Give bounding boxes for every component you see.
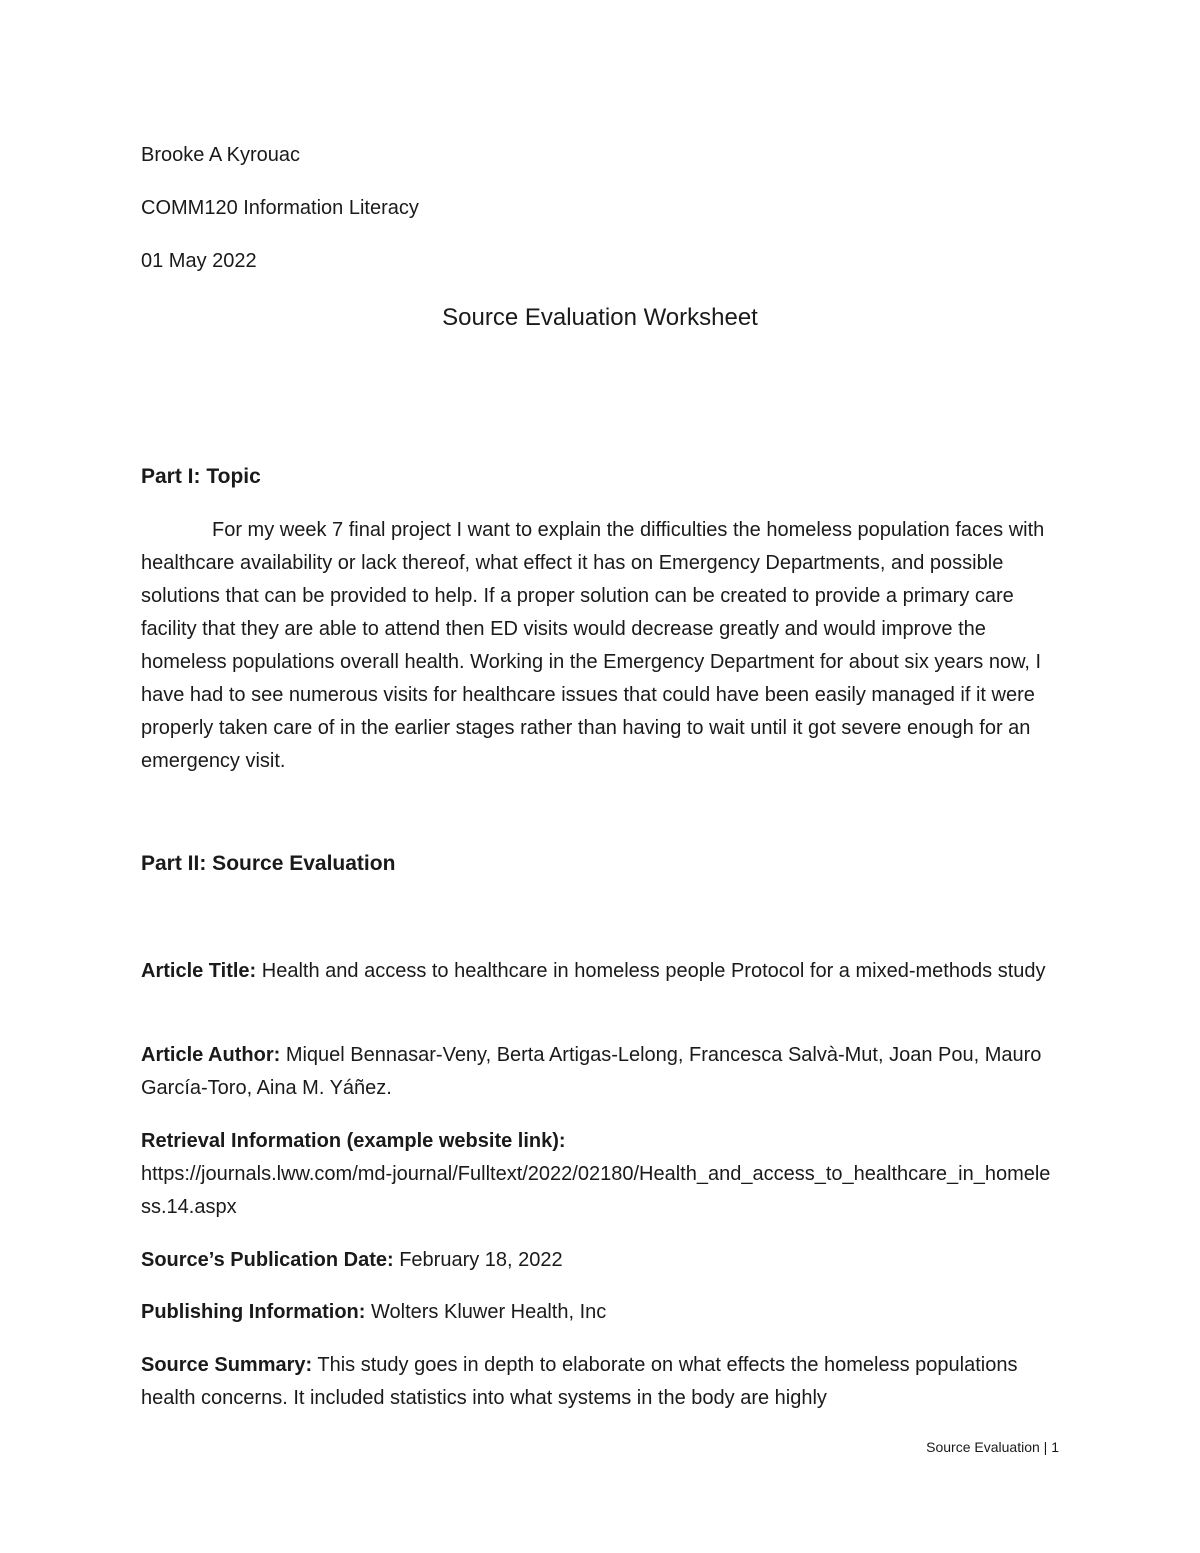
part1-paragraph (141, 514, 1061, 778)
publication-date-field (141, 1244, 1066, 1277)
publication-date-value: February 18, 2022 (399, 1249, 563, 1271)
footer-separator: | (1043, 1439, 1048, 1455)
part2-heading: Part II: Source Evaluation (141, 852, 396, 875)
article-title-value: Health and access to healthcare in homeless people Protocol for a mixed-methods study (261, 960, 1046, 982)
publishing-info-field (141, 1296, 1066, 1329)
source-summary-field (141, 1349, 1066, 1415)
page-footer (926, 1437, 1059, 1457)
source-summary-label: Source Summary: (141, 1354, 313, 1376)
part1-heading: Part I: Topic (141, 465, 261, 488)
retrieval-url: https://journals.lww.com/md-journal/Fulltext/2022/02180/Health_and_access_to_healthcare_in_homeless.14.aspx (141, 1163, 1051, 1218)
document-date: 01 May 2022 (141, 250, 257, 272)
publishing-info-value: Wolters Kluwer Health, Inc (371, 1301, 607, 1323)
article-author-label: Article Author: (141, 1044, 281, 1066)
footer-label: Source Evaluation (926, 1439, 1040, 1455)
retrieval-field (141, 1125, 1066, 1224)
part1-body: For my week 7 final project I want to explain the difficulties the homeless population faces with healthcare availability or lack thereof, what effect it has on Emergency Departments, and possible solutions that can be provided to help. If a proper solution can be created to provide a primary care facility that they are able to attend then ED visits would decrease greatly and would improve the homeless populations overall health. Working in the Emergency Department for about six years now, I have had to see numerous visits for healthcare issues that could have been easily managed if it were properly taken care of in the earlier stages rather than having to wait until it got severe enough for an emergency visit. (141, 519, 1045, 772)
retrieval-label: Retrieval Information (example website link): (141, 1130, 566, 1152)
article-author-field (141, 1039, 1066, 1105)
article-title-field (141, 955, 1066, 988)
article-title-label: Article Title: (141, 960, 257, 982)
publication-date-label: Source’s Publication Date: (141, 1249, 394, 1271)
course-name: COMM120 Information Literacy (141, 197, 419, 219)
document-title: Source Evaluation Worksheet (442, 304, 758, 331)
author-name: Brooke A Kyrouac (141, 144, 300, 166)
article-author-value: Miquel Bennasar-Veny, Berta Artigas-Lelong, Francesca Salvà-Mut, Joan Pou, Mauro García-Toro, Aina M. Yáñez. (141, 1044, 1042, 1099)
publishing-info-label: Publishing Information: (141, 1301, 366, 1323)
source-summary-value: This study goes in depth to elaborate on what effects the homeless populations health concerns. It included statistics into what systems in the body are highly (141, 1354, 1018, 1409)
page-number: 1 (1051, 1439, 1059, 1455)
